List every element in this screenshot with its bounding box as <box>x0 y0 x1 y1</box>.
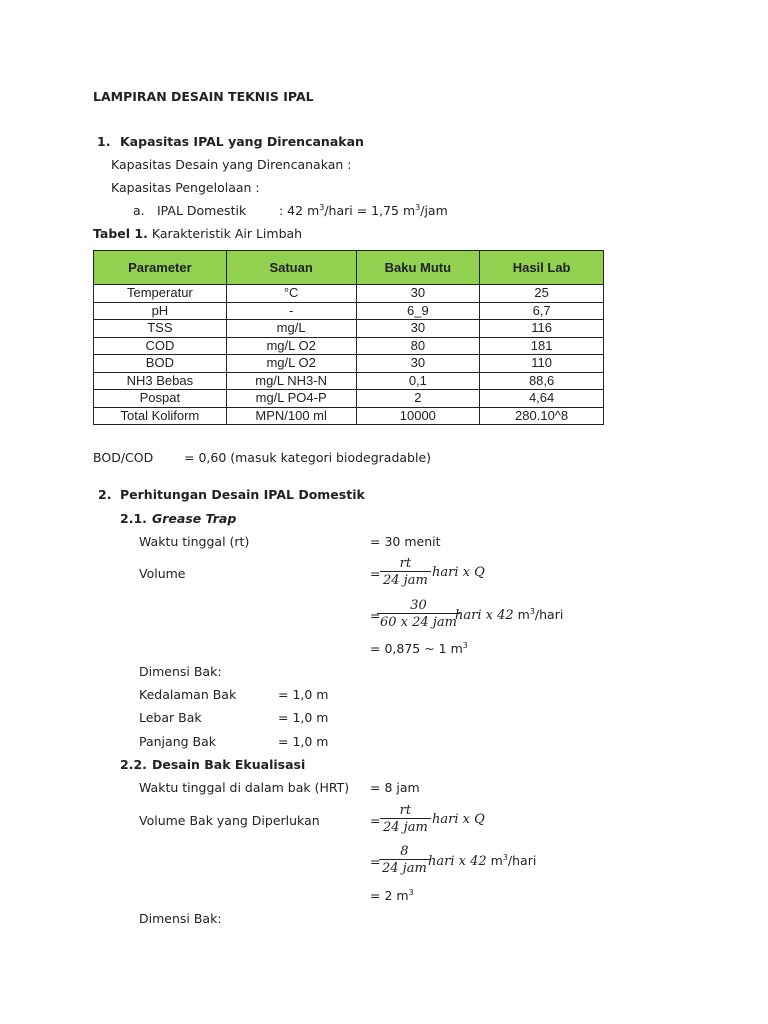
fraction-30-over-60x24jam <box>377 598 460 630</box>
table-cell: 88,6 <box>480 372 604 390</box>
fraction-numerator: rt <box>399 803 412 818</box>
dimensi-bak-label: Dimensi Bak: <box>139 664 222 679</box>
table-cell: 30 <box>356 320 480 338</box>
capacity-design-line: Kapasitas Desain yang Direncanakan : <box>111 157 352 172</box>
table-caption-text: Karakteristik Air Limbah <box>151 226 303 241</box>
fraction-numerator: 8 <box>400 844 409 859</box>
table-cell: TSS <box>94 320 227 338</box>
item-value-part-b: /hari = 1,75 m <box>324 203 416 218</box>
formula-unit: m <box>517 607 530 622</box>
subsection-2-1-number: 2.1. <box>120 511 147 526</box>
hrt-label: Waktu tinggal di dalam bak (HRT) <box>139 780 350 795</box>
table-row <box>94 372 604 390</box>
volume-bak-result <box>370 888 414 903</box>
ratio-value: = 0,60 (masuk kategori biodegradable) <box>184 450 432 465</box>
fraction-numerator: 30 <box>410 598 427 613</box>
fraction-denominator: 24 jam <box>380 571 431 588</box>
formula-unit-tail: /hari <box>507 853 537 868</box>
item-value-part-a: : 42 m <box>279 203 320 218</box>
lebar-value: = 1,0 m <box>278 710 329 725</box>
table-cell: - <box>226 302 356 320</box>
table-cell: mg/L <box>226 320 356 338</box>
table-cell: 10000 <box>356 407 480 425</box>
table-row <box>94 337 604 355</box>
section-2-number: 2. <box>98 487 112 502</box>
equals-sign: = <box>370 608 381 623</box>
table-cell: 0,1 <box>356 372 480 390</box>
table-cell: 80 <box>356 337 480 355</box>
table-cell: 6_9 <box>356 302 480 320</box>
header-satuan: Satuan <box>226 251 356 285</box>
table-row <box>94 390 604 408</box>
item-letter: a. <box>133 203 145 218</box>
volume-result-text: = 0,875 ~ 1 m <box>370 641 463 656</box>
fraction-denominator: 24 jam <box>379 859 430 876</box>
formula-tail: hari x Q <box>432 812 485 827</box>
formula-tail-math: hari x 42 <box>455 608 514 623</box>
item-value-part-c: /jam <box>420 203 448 218</box>
subsection-2-2-title: Desain Bak Ekualisasi <box>152 757 306 772</box>
table-row <box>94 407 604 425</box>
kedalaman-value: = 1,0 m <box>278 687 329 702</box>
formula-unit: m <box>490 853 503 868</box>
table-cell: 4,64 <box>480 390 604 408</box>
superscript: 3 <box>529 607 535 616</box>
volume-label: Volume <box>139 566 186 581</box>
fraction-denominator: 24 jam <box>380 818 431 835</box>
table-cell: 181 <box>480 337 604 355</box>
equals-sign: = <box>370 854 381 869</box>
capacity-management-line: Kapasitas Pengelolaan : <box>111 180 260 195</box>
section-1-heading: Kapasitas IPAL yang Direncanakan <box>120 134 364 149</box>
table-cell: COD <box>94 337 227 355</box>
document-title: LAMPIRAN DESAIN TEKNIS IPAL <box>93 89 314 104</box>
volume-result <box>370 641 468 656</box>
fraction-rt-over-24jam <box>380 556 431 588</box>
table-cell: mg/L NH3-N <box>226 372 356 390</box>
superscript: 3 <box>319 203 325 212</box>
table-cell: 2 <box>356 390 480 408</box>
dimensi-bak-label: Dimensi Bak: <box>139 911 222 926</box>
table-header-row <box>94 251 604 285</box>
table-cell: Total Koliform <box>94 407 227 425</box>
table-cell: 30 <box>356 285 480 303</box>
superscript: 3 <box>502 853 508 862</box>
formula-tail-math: hari x 42 <box>428 854 487 869</box>
table-cell: 6,7 <box>480 302 604 320</box>
header-baku-mutu: Baku Mutu <box>356 251 480 285</box>
section-2-heading: Perhitungan Desain IPAL Domestik <box>120 487 365 502</box>
kedalaman-label: Kedalaman Bak <box>139 687 237 702</box>
table-cell: Pospat <box>94 390 227 408</box>
section-1-number: 1. <box>97 134 111 149</box>
item-label: IPAL Domestik <box>157 203 247 218</box>
subsection-2-2-number: 2.2. <box>120 757 147 772</box>
table-caption-label: Tabel 1. <box>93 226 148 241</box>
table-cell: pH <box>94 302 227 320</box>
panjang-value: = 1,0 m <box>278 734 329 749</box>
table-cell: 30 <box>356 355 480 373</box>
table-cell: 110 <box>480 355 604 373</box>
fraction-8-over-24jam <box>379 844 430 876</box>
equals-sign: = <box>370 813 381 828</box>
lebar-label: Lebar Bak <box>139 710 202 725</box>
table-row <box>94 320 604 338</box>
table-row <box>94 355 604 373</box>
table-cell: mg/L PO4-P <box>226 390 356 408</box>
item-value <box>279 203 448 218</box>
table-cell: NH3 Bebas <box>94 372 227 390</box>
table-cell: BOD <box>94 355 227 373</box>
superscript: 3 <box>415 203 421 212</box>
waktu-tinggal-label: Waktu tinggal (rt) <box>139 534 250 549</box>
fraction-numerator: rt <box>399 556 412 571</box>
volume-bak-label: Volume Bak yang Diperlukan <box>139 813 320 828</box>
fraction-rt-over-24jam <box>380 803 431 835</box>
subsection-2-1-title: Grease Trap <box>152 511 237 526</box>
formula-tail <box>455 607 563 623</box>
header-parameter: Parameter <box>94 251 227 285</box>
equals-sign: = <box>370 566 381 581</box>
volume-bak-result-text: = 2 m <box>370 888 409 903</box>
table-caption <box>93 226 302 241</box>
hrt-value: = 8 jam <box>370 780 420 795</box>
table-cell: °C <box>226 285 356 303</box>
fraction-denominator: 60 x 24 jam <box>377 613 460 630</box>
table-cell: 116 <box>480 320 604 338</box>
table-cell: mg/L O2 <box>226 337 356 355</box>
formula-tail: hari x Q <box>432 565 485 580</box>
table-row <box>94 285 604 303</box>
characteristics-table <box>93 250 604 425</box>
header-hasil-lab: Hasil Lab <box>480 251 604 285</box>
table-cell: Temperatur <box>94 285 227 303</box>
waktu-tinggal-value: = 30 menit <box>370 534 441 549</box>
table-cell: MPN/100 ml <box>226 407 356 425</box>
table-cell: 280.10^8 <box>480 407 604 425</box>
panjang-label: Panjang Bak <box>139 734 216 749</box>
table-cell: 25 <box>480 285 604 303</box>
table-row <box>94 302 604 320</box>
formula-unit-tail: /hari <box>534 607 564 622</box>
ratio-label: BOD/COD <box>93 450 154 465</box>
superscript: 3 <box>408 888 414 897</box>
formula-tail <box>428 853 536 869</box>
superscript: 3 <box>462 641 468 650</box>
table-cell: mg/L O2 <box>226 355 356 373</box>
